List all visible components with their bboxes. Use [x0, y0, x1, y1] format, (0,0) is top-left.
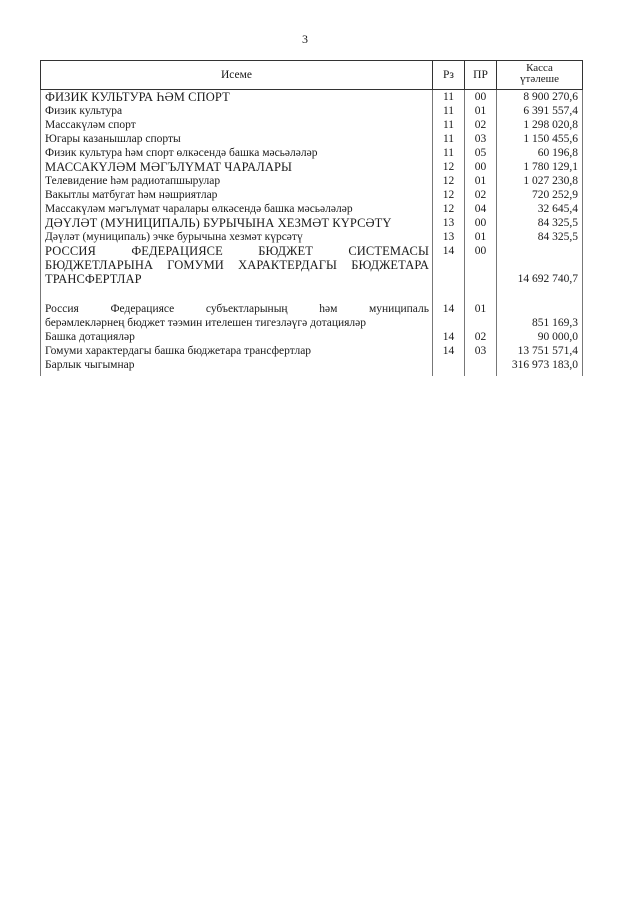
row-name-line1: РОССИЯ ФЕДЕРАЦИЯСЕ БЮДЖЕТ СИСТЕМАСЫ [45, 244, 429, 258]
table-row-spacer [41, 286, 583, 302]
row-pr: 03 [465, 344, 497, 358]
row-rz: 14 [433, 244, 465, 286]
row-rz: 14 [433, 330, 465, 344]
row-pr: 00 [465, 160, 497, 174]
row-name: Башка дотацияләр [41, 330, 433, 344]
row-name [41, 302, 433, 330]
row-name: Вакытлы матбугат һәм нәшриятлар [41, 188, 433, 202]
row-rz: 11 [433, 132, 465, 146]
row-name: Физик культура [41, 104, 433, 118]
row-rz: 12 [433, 174, 465, 188]
row-rz: 13 [433, 216, 465, 230]
row-name: Физик культура һәм спорт өлкәсендә башка мәсьәләләр [41, 146, 433, 160]
row-name: Гомуми характердагы башка бюджетара трансфертлар [41, 344, 433, 358]
table-row-total [41, 358, 583, 376]
row-sum: 32 645,4 [497, 202, 583, 216]
row-rz: 11 [433, 118, 465, 132]
header-name: Исеме [41, 61, 433, 90]
row-rz: 14 [433, 302, 465, 330]
table-row [41, 160, 583, 174]
header-rz: Рз [433, 61, 465, 90]
header-sum-line1: Касса [526, 62, 553, 74]
table-row [41, 104, 583, 118]
row-name: МАССАКҮЛӘМ МӘГЪЛҮМАТ ЧАРАЛАРЫ [41, 160, 433, 174]
row-pr: 01 [465, 174, 497, 188]
header-sum-line2: үтәлеше [520, 73, 559, 85]
table-row [41, 118, 583, 132]
row-name-line2: БЮДЖЕТЛАРЫНА ГОМУМИ ХАРАКТЕРДАГЫ БЮДЖЕТАРА [45, 258, 429, 272]
row-name-line3: ТРАНСФЕРТЛАР [45, 272, 142, 286]
row-name: Массакүләм спорт [41, 118, 433, 132]
table-row-equalization [41, 302, 583, 330]
row-sum: 14 692 740,7 [497, 244, 583, 286]
row-sum: 316 973 183,0 [497, 358, 583, 376]
row-pr: 01 [465, 302, 497, 330]
row-rz [433, 358, 465, 376]
row-pr: 00 [465, 216, 497, 230]
row-pr [465, 358, 497, 376]
page-number: 3 [302, 32, 308, 46]
row-name: ФИЗИК КУЛЬТУРА ҺӘМ СПОРТ [41, 90, 433, 105]
row-rz: 12 [433, 160, 465, 174]
table-row [41, 90, 583, 105]
row-name: ДӘҮЛӘТ (МУНИЦИПАЛЬ) БУРЫЧЫНА ХЕЗМӘТ КҮРСӘТҮ [41, 216, 433, 230]
table-row [41, 330, 583, 344]
row-pr: 02 [465, 330, 497, 344]
row-name: Югары казанышлар спорты [41, 132, 433, 146]
row-name-line2: берәмлекләрнең бюджет тәэмин ителешен тигезләүгә дотацияләр [45, 317, 367, 329]
table-row [41, 230, 583, 244]
table-row [41, 202, 583, 216]
row-sum: 1 150 455,6 [497, 132, 583, 146]
table-row [41, 188, 583, 202]
table-row-transfers [41, 244, 583, 286]
row-sum: 720 252,9 [497, 188, 583, 202]
row-sum: 1 298 020,8 [497, 118, 583, 132]
table-header-row [41, 61, 583, 90]
row-name: Дәүләт (муниципаль) эчке бурычына хезмәт күрсәтү [41, 230, 433, 244]
row-rz: 11 [433, 146, 465, 160]
row-sum: 90 000,0 [497, 330, 583, 344]
row-rz: 11 [433, 90, 465, 105]
row-sum: 84 325,5 [497, 216, 583, 230]
table-row [41, 216, 583, 230]
row-pr: 02 [465, 188, 497, 202]
row-pr: 01 [465, 230, 497, 244]
table-row [41, 344, 583, 358]
row-pr: 02 [465, 118, 497, 132]
row-name: Массакүләм мәгълүмат чаралары өлкәсендә башка мәсьәләләр [41, 202, 433, 216]
header-pr: ПР [465, 61, 497, 90]
row-rz: 11 [433, 104, 465, 118]
row-rz: 13 [433, 230, 465, 244]
budget-table [40, 60, 583, 376]
row-sum: 84 325,5 [497, 230, 583, 244]
table-row [41, 174, 583, 188]
row-name-line1: Россия Федерациясе субъектларының һәм муниципаль [45, 303, 429, 315]
row-sum: 1 027 230,8 [497, 174, 583, 188]
row-sum: 60 196,8 [497, 146, 583, 160]
row-sum: 6 391 557,4 [497, 104, 583, 118]
row-pr: 03 [465, 132, 497, 146]
row-pr: 04 [465, 202, 497, 216]
row-name: Телевидение һәм радиотапшырулар [41, 174, 433, 188]
row-sum: 13 751 571,4 [497, 344, 583, 358]
row-sum: 851 169,3 [497, 302, 583, 330]
table-row [41, 132, 583, 146]
row-name [41, 244, 433, 286]
row-rz: 12 [433, 202, 465, 216]
row-pr: 05 [465, 146, 497, 160]
row-pr: 01 [465, 104, 497, 118]
row-sum: 8 900 270,6 [497, 90, 583, 105]
row-pr: 00 [465, 90, 497, 105]
table-row [41, 146, 583, 160]
row-name: Барлык чыгымнар [41, 358, 433, 376]
row-rz: 14 [433, 344, 465, 358]
header-sum [497, 61, 583, 90]
row-pr: 00 [465, 244, 497, 286]
row-rz: 12 [433, 188, 465, 202]
row-sum: 1 780 129,1 [497, 160, 583, 174]
